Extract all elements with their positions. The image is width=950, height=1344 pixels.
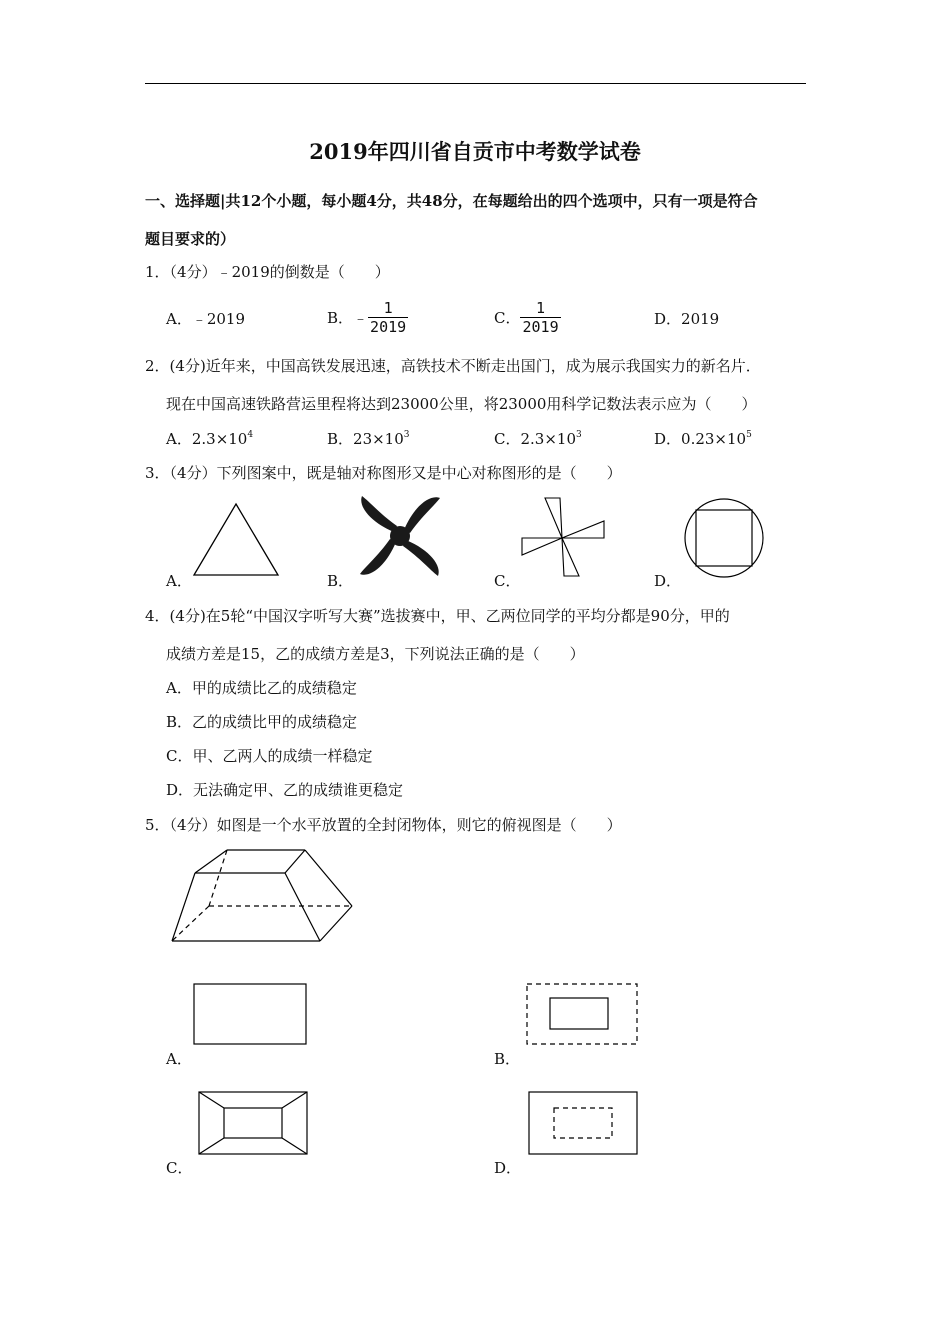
q2-option-a-exponent: 4 xyxy=(247,430,254,440)
q3-figure-d-circle-square xyxy=(680,496,768,580)
q3-figure-b-pinwheel xyxy=(355,494,445,578)
q2-option-a-base: A．2.3×10 xyxy=(166,430,248,448)
q4-option-a: A．甲的成绩比乙的成绩稳定 xyxy=(166,679,357,697)
q5-label-b: B． xyxy=(494,1050,521,1068)
q1-stem: 1．（4分）﹣2019的倒数是（ ） xyxy=(145,263,390,281)
q3-label-b: B． xyxy=(327,572,354,590)
q1-option-b-sign: ﹣ xyxy=(353,309,369,327)
q5-option-a-figure xyxy=(192,982,308,1046)
q5-stem: 5．（4分）如图是一个水平放置的全封闭物体，则它的俯视图是（ ） xyxy=(145,816,622,834)
q3-figure-a-triangle xyxy=(190,500,282,578)
q2-option-a xyxy=(166,428,253,449)
q2-option-b-base: B．23×10 xyxy=(327,430,404,448)
q1-option-b-label: B． xyxy=(327,309,354,327)
q5-option-d-figure xyxy=(527,1090,639,1156)
header-rule xyxy=(145,83,806,84)
q1-option-c-label: C． xyxy=(494,309,521,327)
q4-option-b: B．乙的成绩比甲的成绩稳定 xyxy=(166,713,358,731)
q1-option-c-denominator: 2019 xyxy=(522,318,559,336)
q2-option-c-exponent: 3 xyxy=(576,430,582,440)
q2-option-d-base: D．0.23×10 xyxy=(654,430,747,448)
q1-option-b-denominator: 2019 xyxy=(370,318,407,336)
q4-option-d: D．无法确定甲、乙的成绩谁更稳定 xyxy=(166,781,404,799)
q1-option-c xyxy=(494,299,561,336)
q1-option-b-fraction xyxy=(368,299,408,336)
q2-option-b-exponent: 3 xyxy=(403,430,410,440)
q2-option-c xyxy=(494,428,582,449)
section-heading-line2: 题目要求的） xyxy=(145,230,236,248)
page-title: 2019年四川省自贡市中考数学试卷 xyxy=(309,139,641,164)
q5-label-c: C． xyxy=(166,1159,193,1177)
q2-stem-line1: 2．(4分)近年来，中国高铁发展迅速，高铁技术不断走出国门，成为展示我国实力的新名片． xyxy=(145,357,761,375)
q2-option-b xyxy=(327,428,410,449)
q2-stem-line2: 现在中国高速铁路营运里程将达到23000公里，将23000用科学记数法表示应为（ ） xyxy=(166,395,757,413)
q4-stem-line2: 成绩方差是15，乙的成绩方差是3，下列说法正确的是（ ） xyxy=(166,645,585,663)
q5-option-c-figure xyxy=(197,1090,309,1156)
q1-option-d: D．2019 xyxy=(654,310,720,328)
q1-option-a: A．﹣2019 xyxy=(166,310,246,328)
section-heading-line1: 一、选择题|共12个小题，每小题4分，共48分，在每题给出的四个选项中，只有一项是符合 xyxy=(145,192,758,210)
q5-solid-figure xyxy=(165,845,360,945)
q1-option-b-numerator: 1 xyxy=(383,299,393,317)
q3-stem: 3．（4分）下列图案中，既是轴对称图形又是中心对称图形的是（ ） xyxy=(145,464,622,482)
q1-option-c-fraction xyxy=(520,299,560,336)
q2-option-d xyxy=(654,428,752,449)
q1-option-b xyxy=(327,299,408,336)
q3-figure-c-windmill xyxy=(518,496,608,580)
q2-option-c-base: C．2.3×10 xyxy=(494,430,576,448)
q3-label-a: A． xyxy=(166,572,192,590)
q2-option-d-exponent: 5 xyxy=(746,430,752,440)
q5-label-d: D． xyxy=(494,1159,522,1177)
q3-label-d: D． xyxy=(654,572,682,590)
q3-label-c: C． xyxy=(494,572,521,590)
q4-option-c: C．甲、乙两人的成绩一样稳定 xyxy=(166,747,373,765)
q4-stem-line1: 4．(4分)在5轮“中国汉字听写大赛”选拔赛中，甲、乙两位同学的平均分都是90分，甲的 xyxy=(145,607,730,625)
q5-label-a: A． xyxy=(166,1050,192,1068)
q5-option-b-figure xyxy=(525,982,639,1046)
q1-option-c-numerator: 1 xyxy=(536,299,546,317)
